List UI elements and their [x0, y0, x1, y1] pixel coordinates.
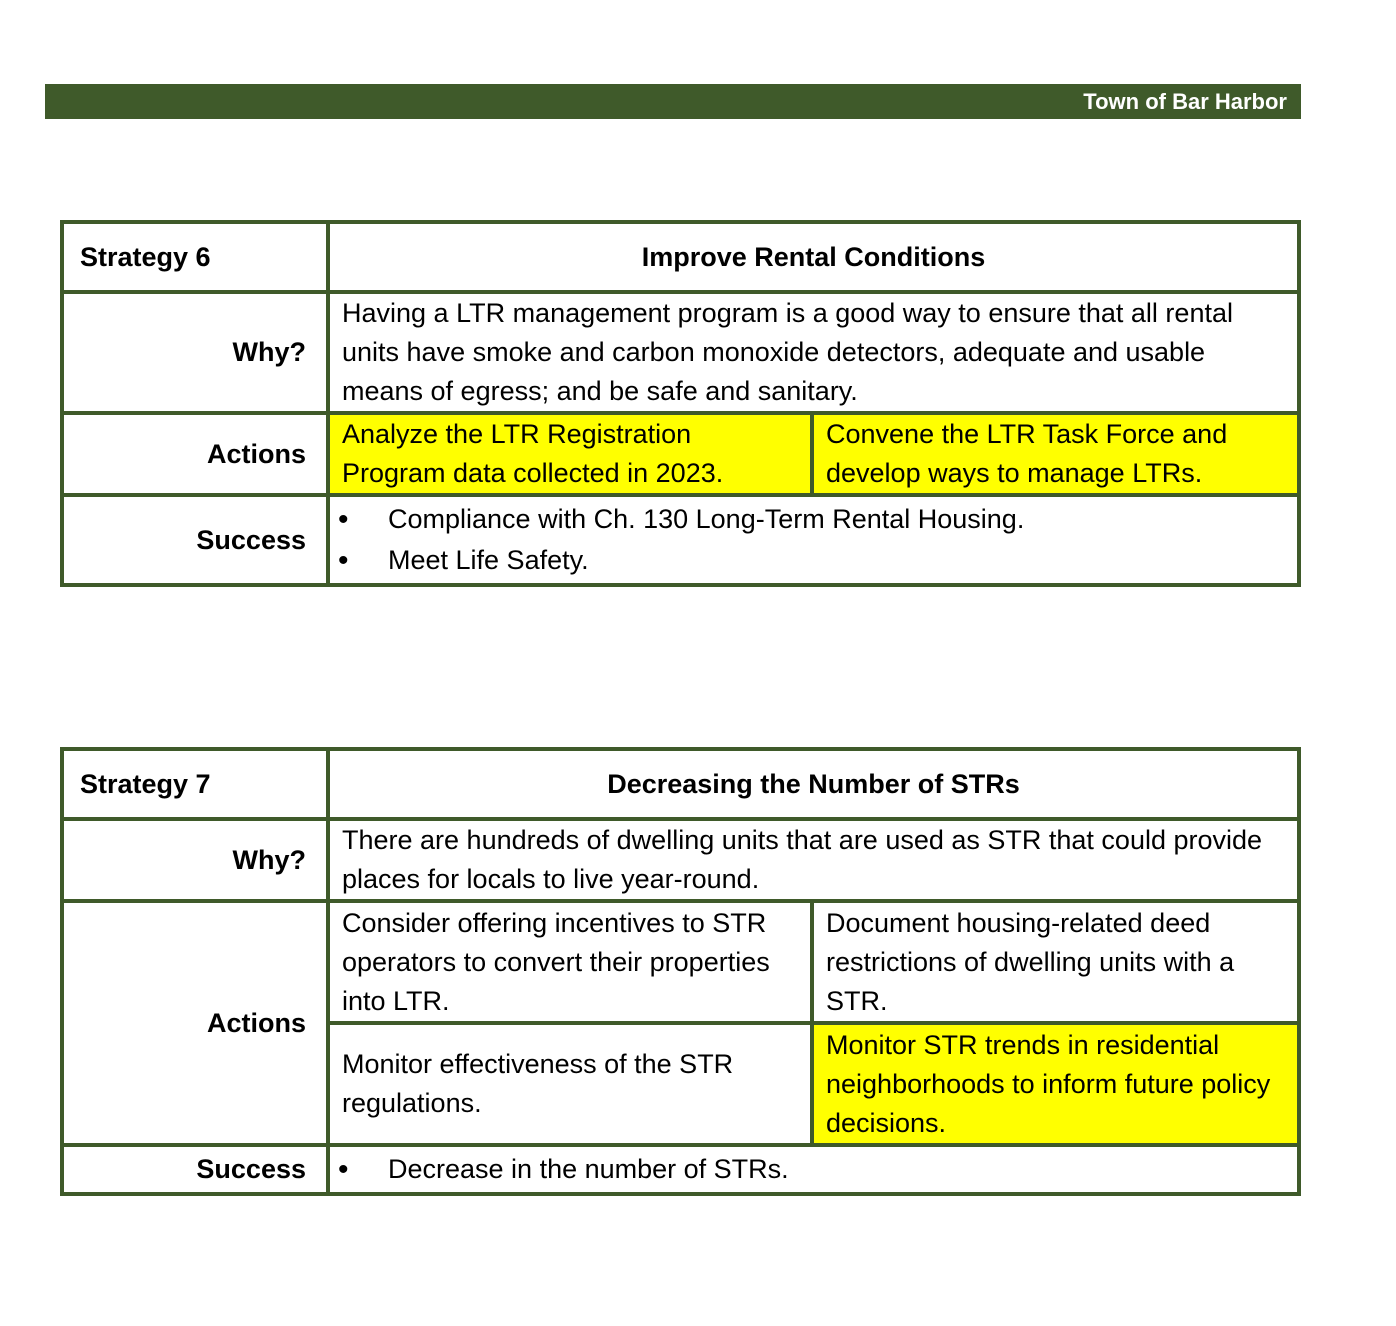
actions-row — [62, 413, 1299, 495]
actions-row — [62, 901, 1299, 1023]
strategy-header-row — [62, 222, 1299, 292]
why-text: There are hundreds of dwelling units that are used as STR that could provide places for locals to live year-round. — [328, 819, 1299, 901]
actions-label: Actions — [62, 413, 328, 495]
why-label: Why? — [62, 292, 328, 413]
strategy-title: Decreasing the Number of STRs — [328, 749, 1299, 819]
why-row — [62, 292, 1299, 413]
action-item: Consider offering incentives to STR operators to convert their properties into LTR. — [328, 901, 812, 1023]
strategy-title: Improve Rental Conditions — [328, 222, 1299, 292]
success-label: Success — [62, 495, 328, 585]
success-list-cell — [328, 495, 1299, 585]
action-item: Analyze the LTR Registration Program data collected in 2023. — [328, 413, 812, 495]
org-name: Town of Bar Harbor — [1083, 88, 1287, 114]
success-item: • Meet Life Safety. — [338, 540, 1297, 581]
success-list — [330, 1147, 1297, 1192]
action-item: Monitor effectiveness of the STR regulations. — [328, 1023, 812, 1145]
strategy-header-row — [62, 749, 1299, 819]
action-item: Monitor STR trends in residential neighborhoods to inform future policy decisions. — [812, 1023, 1299, 1145]
success-list-cell — [328, 1145, 1299, 1194]
header-bar — [45, 84, 1301, 119]
action-item: Document housing-related deed restrictions of dwelling units with a STR. — [812, 901, 1299, 1023]
strategy-number: Strategy 6 — [62, 222, 328, 292]
success-row — [62, 495, 1299, 585]
why-row — [62, 819, 1299, 901]
actions-label: Actions — [62, 901, 328, 1145]
action-item: Convene the LTR Task Force and develop ways to manage LTRs. — [812, 413, 1299, 495]
success-list — [330, 497, 1297, 583]
strategy-7-table — [60, 747, 1301, 1196]
success-row — [62, 1145, 1299, 1194]
success-item: • Decrease in the number of STRs. — [338, 1149, 1297, 1190]
why-label: Why? — [62, 819, 328, 901]
strategy-number: Strategy 7 — [62, 749, 328, 819]
success-item: • Compliance with Ch. 130 Long-Term Rental Housing. — [338, 499, 1297, 540]
why-text: Having a LTR management program is a good way to ensure that all rental units have smoke and carbon monoxide detectors, adequate and usable means of egress; and be safe and sanitary. — [328, 292, 1299, 413]
strategy-6-table — [60, 220, 1301, 587]
success-label: Success — [62, 1145, 328, 1194]
